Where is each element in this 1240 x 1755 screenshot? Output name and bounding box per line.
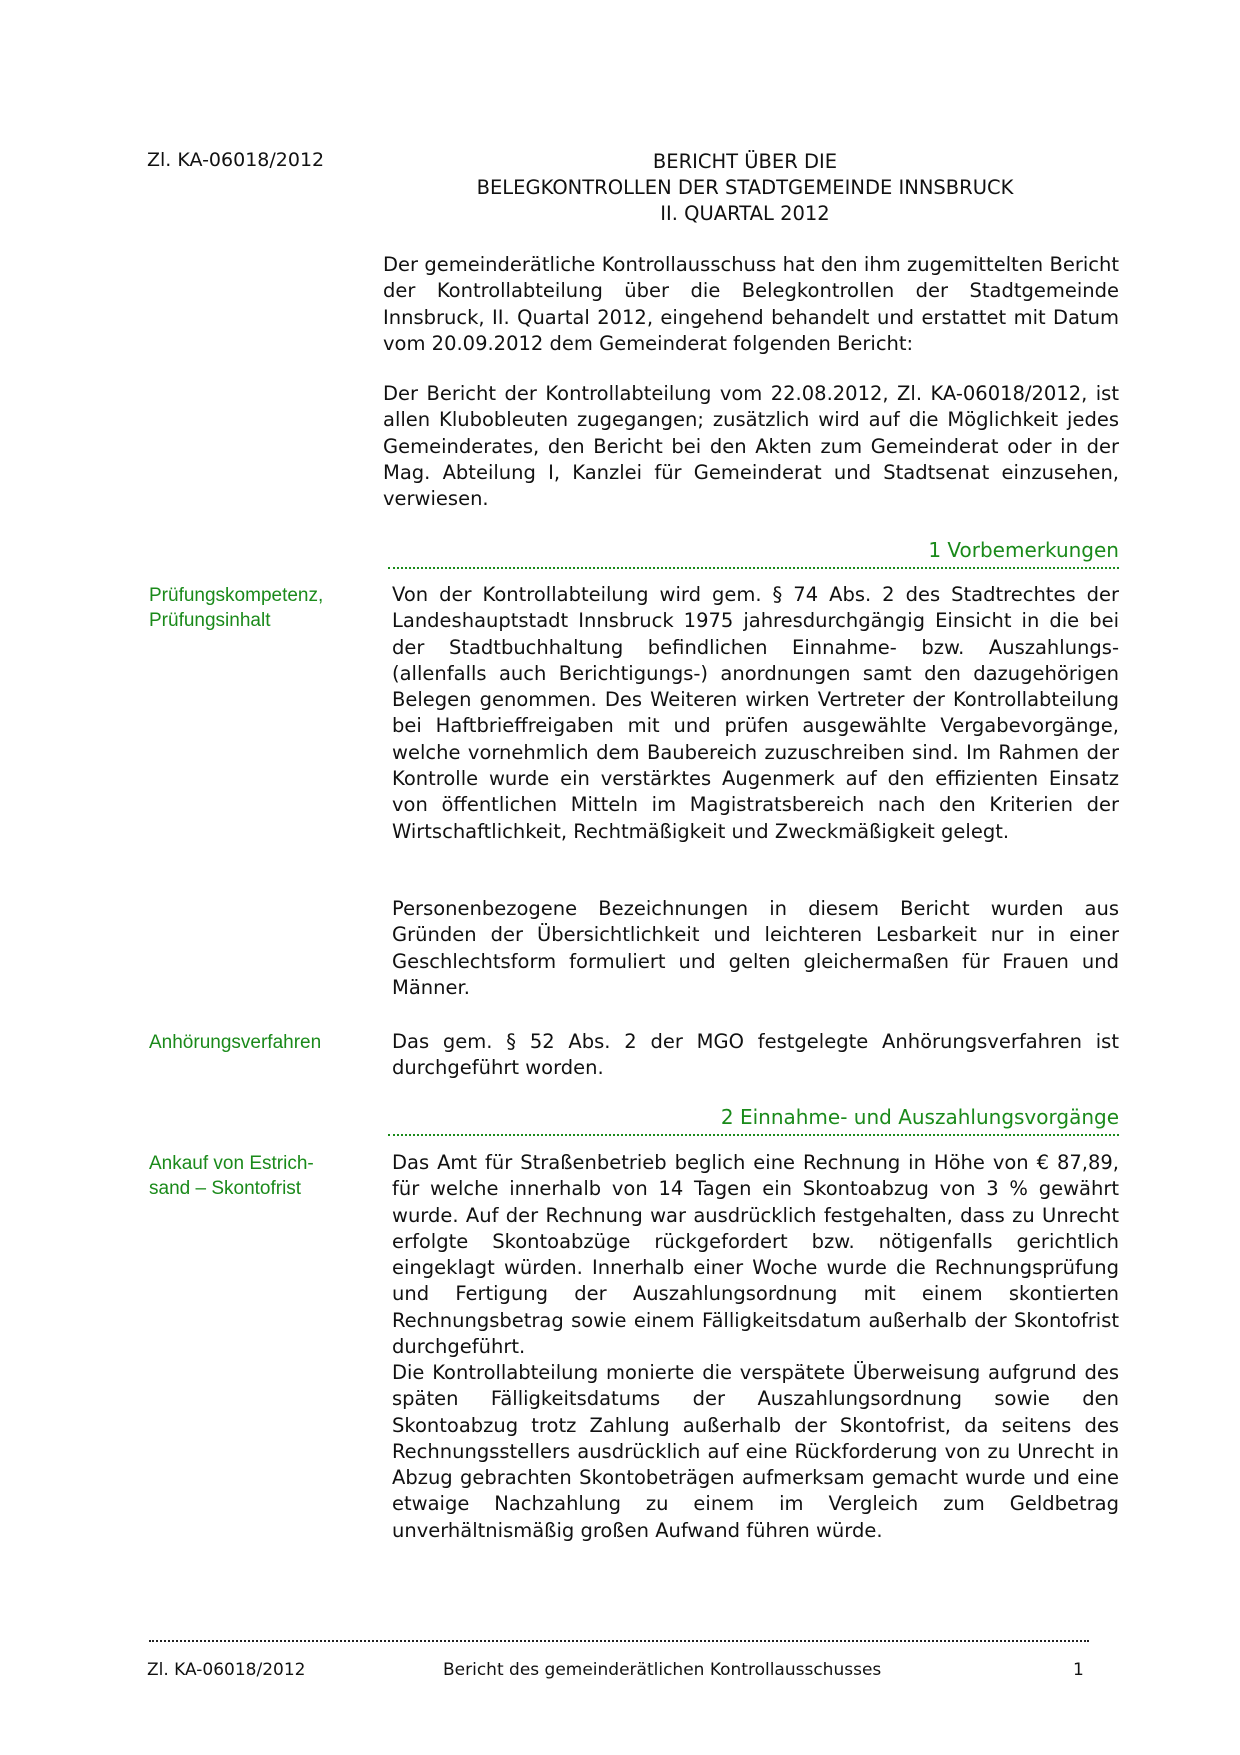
sidenote-line: sand – Skontofrist — [149, 1178, 302, 1199]
footer-title: Bericht des gemeinderätlichen Kontrollausschusses — [443, 1660, 882, 1680]
sidenote-anhoerungsverfahren: Anhörungsverfahren — [149, 1032, 322, 1053]
section-1-heading: 1 Vorbemerkungen — [928, 538, 1119, 562]
section-1-paragraph-1: Von der Kontrollabteilung wird gem. § 74 Abs. 2 des Stadtrechtes der Landeshauptstadt Innsbruck 1975 jahresdurchgängig Einsicht in die bei der Stadtbuchhaltung befindlichen Einnahme- bzw. Auszahlungs- (allenfalls auch Berichtigungs-) anordnungen samt den dazugehörigen Belegen genommen. Des Weiteren wirken Vertreter der Kontrollabteilung bei Haftbrieffreigaben mit und prüfen ausgewählte Vergabevorgänge, welche vornehmlich dem Baubereich zuzuschreiben sind. Im Rahmen der Kontrolle wurde ein verstärktes Augenmerk auf den effizienten Einsatz von öffentlichen Mitteln im Magistratsbereich nach den Kriterien der Wirtschaftlichkeit, Rechtmäßigkeit und Zweckmäßigkeit gelegt. — [392, 583, 1119, 843]
title-line-3: II. QUARTAL 2012 — [660, 202, 830, 225]
page-number: 1 — [1073, 1660, 1084, 1680]
sidenote-line: Prüfungskompetenz, — [149, 585, 324, 606]
title-line-2: BELEGKONTROLLEN DER STADTGEMEINDE INNSBRUCK — [476, 176, 1014, 199]
sidenote-estrichsand — [149, 1151, 314, 1201]
section-2-paragraph-2: Die Kontrollabteilung monierte die verspätete Überweisung aufgrund des späten Fälligkeitsdatums der Auszahlungsordnung sowie den Skontoabzug trotz Zahlung außerhalb der Skontofrist, da seitens des Rechnungsstellers ausdrücklich auf eine Rückforderung von zu Unrecht in Abzug gebrachten Skontobeträgen aufmerksam gemacht wurde und eine etwaige Nachzahlung zu einem im Vergleich zum Geldbetrag unverhältnismäßig großen Aufwand führen würde. — [392, 1361, 1119, 1542]
section-2-heading: 2 Einnahme- und Auszahlungsvorgänge — [720, 1105, 1119, 1129]
section-1-divider — [388, 567, 1119, 569]
section-1-paragraph-2: Personenbezogene Bezeichnungen in diesem Bericht wurden aus Gründen der Übersichtlichkeit und leichteren Lesbarkeit nur in einer Geschlechtsform formuliert und gelten gleichermaßen für Frauen und Männer. — [392, 897, 1119, 999]
sidenote-pruefungskompetenz — [149, 583, 323, 633]
sidenote-line: Ankauf von Estrich- — [149, 1153, 314, 1174]
intro-paragraph-2: Der Bericht der Kontrollabteilung vom 22.08.2012, Zl. KA-06018/2012, ist allen Klubobleuten zugegangen; zusätzlich wird auf die Möglichkeit jedes Gemeinderates, den Bericht bei den Akten zum Gemeinderat oder in der Mag. Abteilung I, Kanzlei für Gemeinderat und Stadtsenat einzusehen, verwiesen. — [383, 382, 1119, 511]
footer-divider — [149, 1640, 1089, 1642]
section-2-paragraph-1: Das Amt für Straßenbetrieb beglich eine Rechnung in Höhe von € 87,89, für welche innerhalb von 14 Tagen ein Skontoabzug von 3 % gewährt wurde. Auf der Rechnung war ausdrücklich festgehalten, dass zu Unrecht erfolgte Skontoabzüge rückgefordert bzw. nötigenfalls gerichtlich eingeklagt würden. Innerhalb einer Woche wurde die Rechnungsprüfung und Fertigung der Auszahlungsordnung mit einem skontierten Rechnungsbetrag sowie einem Fälligkeitsdatum außerhalb der Skontofrist durchgeführt. — [392, 1151, 1119, 1359]
section-1-paragraph-3: Das gem. § 52 Abs. 2 der MGO festgelegte Anhörungsverfahren ist durchgeführt worden. — [392, 1030, 1119, 1080]
reference-number: Zl. KA-06018/2012 — [147, 149, 325, 171]
section-2-divider — [388, 1134, 1119, 1136]
report-title — [370, 149, 1120, 227]
footer-reference: Zl. KA-06018/2012 — [147, 1660, 306, 1680]
intro-paragraph-1: Der gemeinderätliche Kontrollausschuss hat den ihm zugemittelten Bericht der Kontrollabteilung über die Belegkontrollen der Stadtgemeinde Innsbruck, II. Quartal 2012, eingehend behandelt und erstattet mit Datum vom 20.09.2012 dem Gemeinderat folgenden Bericht: — [383, 253, 1119, 355]
title-line-1: BERICHT ÜBER DIE — [652, 150, 838, 173]
sidenote-line: Prüfungsinhalt — [149, 610, 271, 631]
